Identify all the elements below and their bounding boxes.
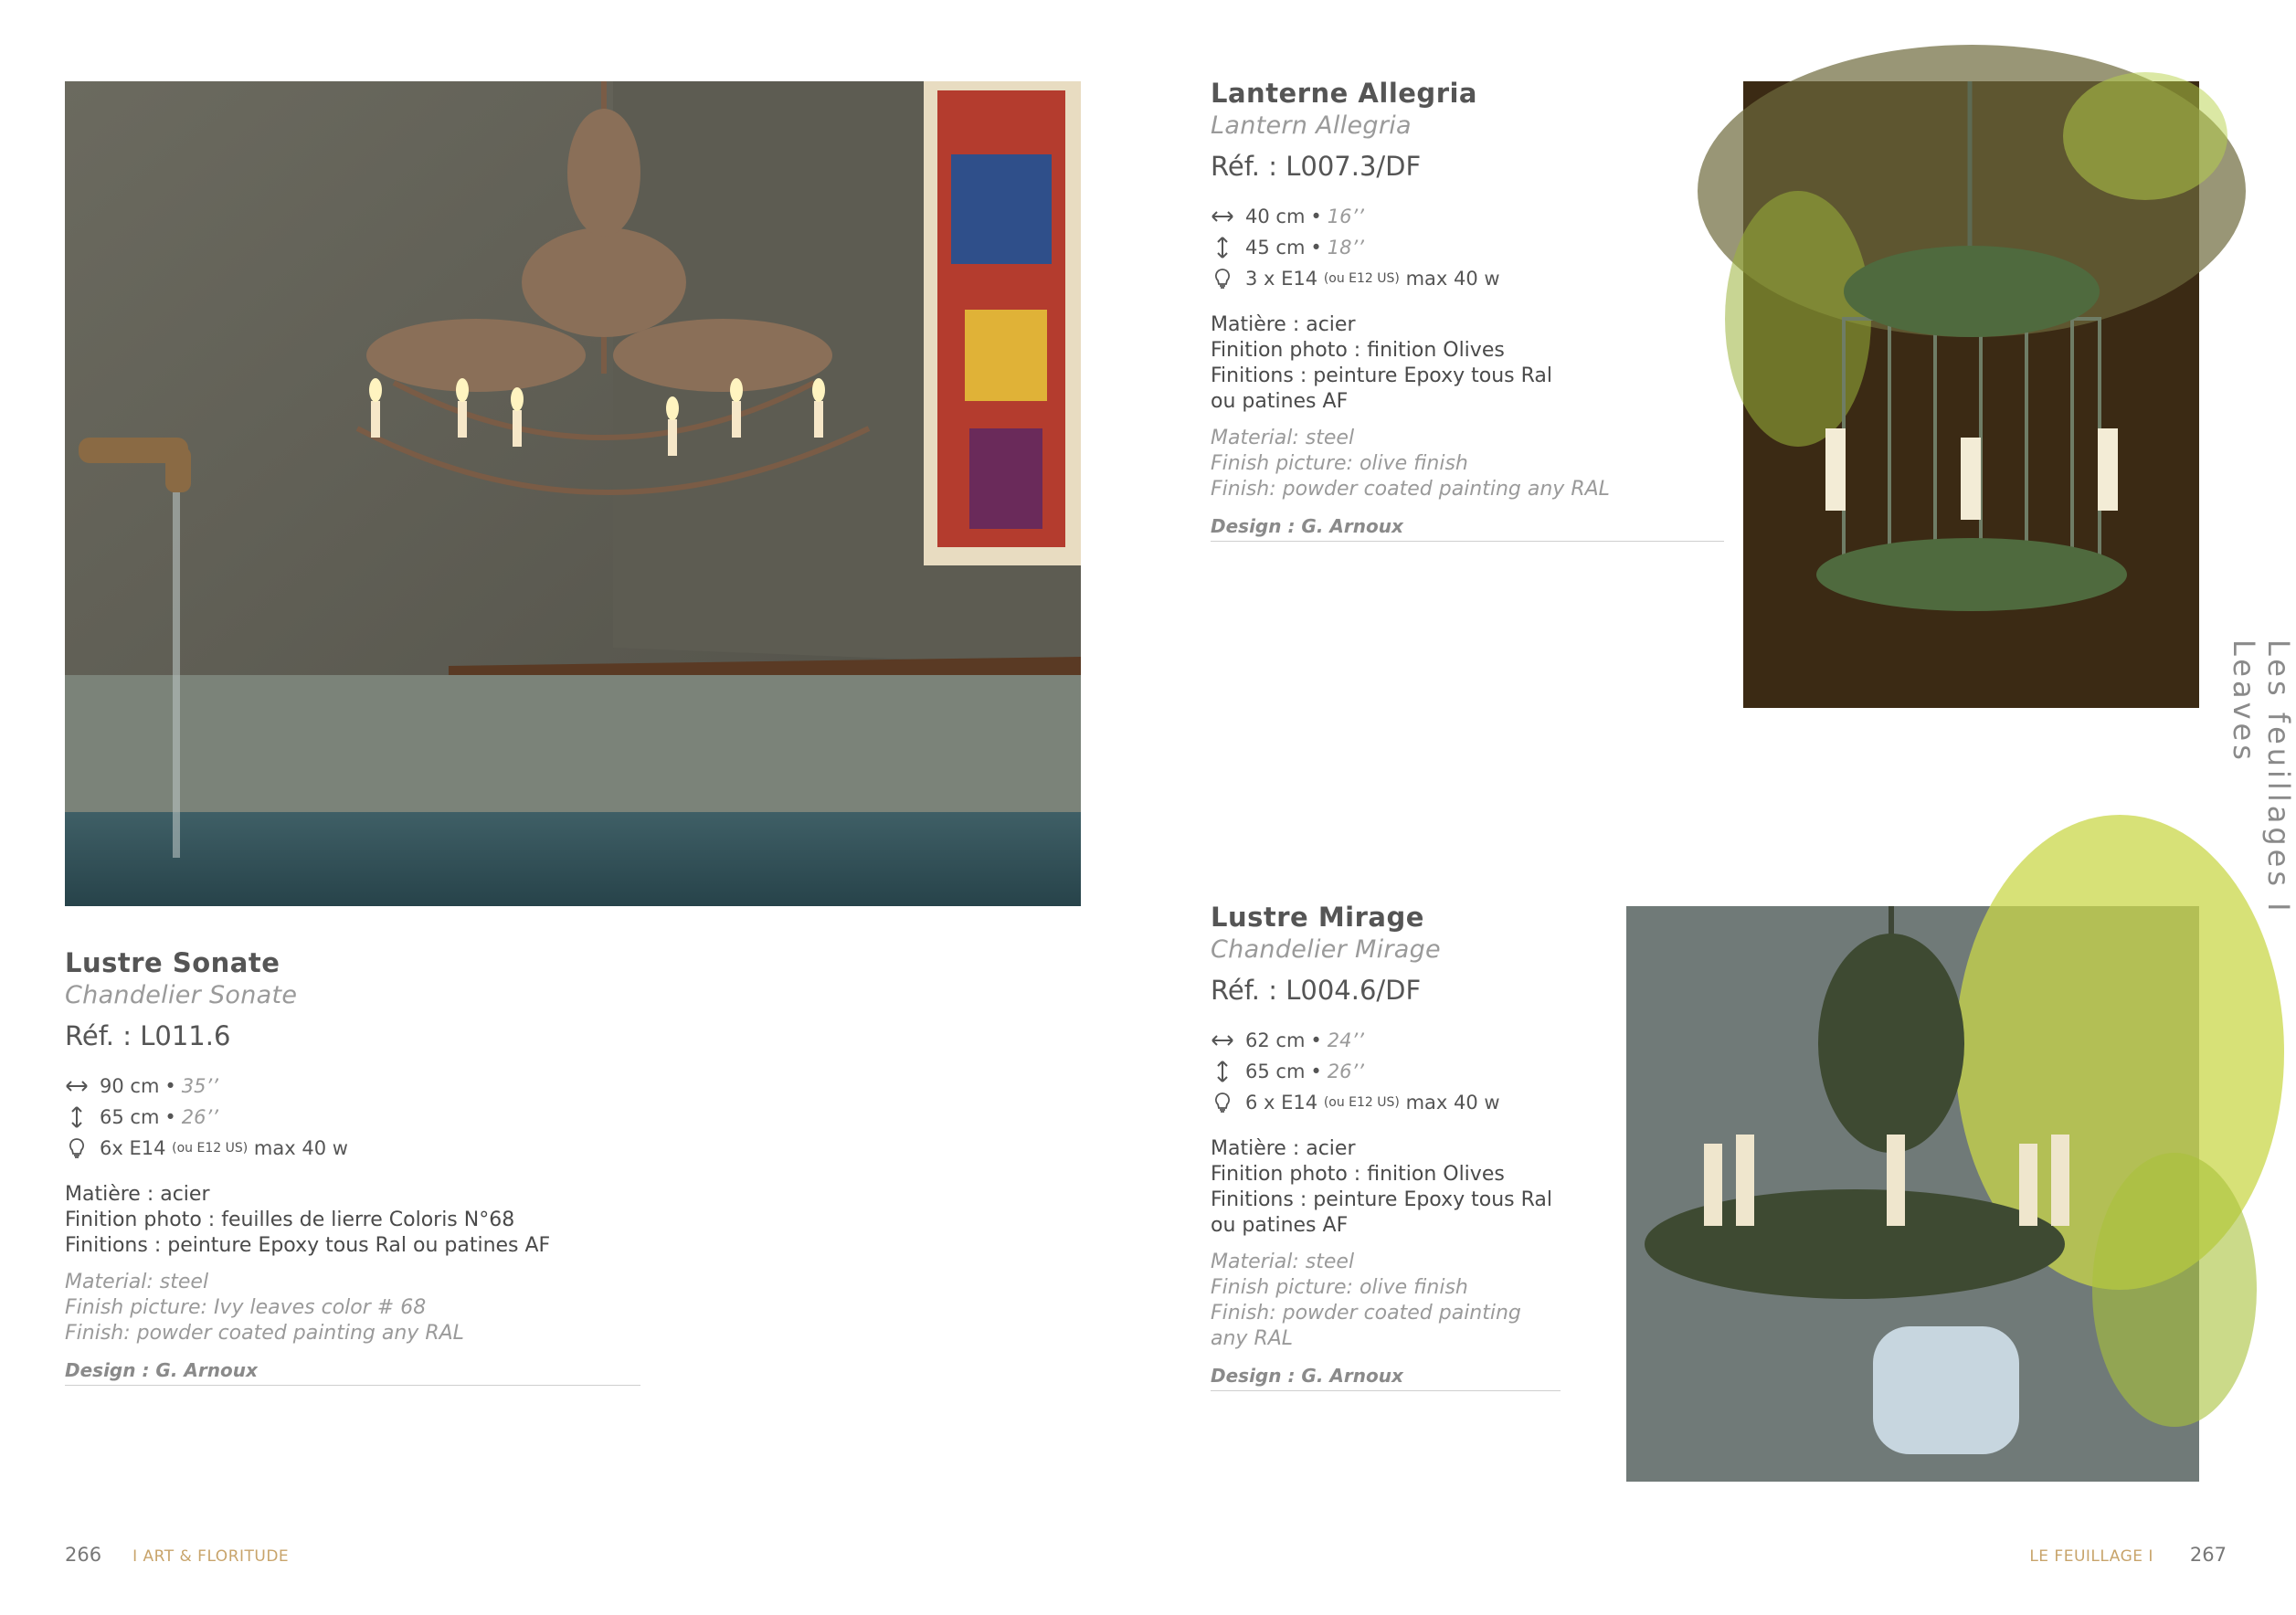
product-subtitle: Lantern Allegria: [1211, 111, 1412, 140]
width-row: [1211, 201, 1724, 232]
width-cm: 40 cm: [1245, 206, 1306, 227]
product-reference: Réf. : L007.3/DF: [1211, 151, 1422, 182]
bulb-note: (ou E12 US): [1323, 271, 1400, 286]
page-number-right: 267: [2189, 1544, 2227, 1566]
height-inches: 26’’: [1327, 1061, 1364, 1082]
product-title: Lanterne Allegria: [1211, 78, 1478, 109]
spec-finishes-cont: ou patines AF: [1211, 1214, 1349, 1237]
specs-french: [1211, 312, 1724, 415]
footer-right: [2029, 1544, 2227, 1566]
height-cm: 65 cm: [100, 1106, 160, 1128]
bullet-separator: •: [1310, 1061, 1322, 1082]
product-title: Lustre Mirage: [1211, 902, 1424, 933]
specs-english: [1211, 1250, 1561, 1352]
width-cm: 90 cm: [100, 1075, 160, 1097]
bulb-max: max 40 w: [1405, 1092, 1500, 1114]
spec-finish-photo: Finition photo : feuilles de lierre Coloris N°68: [65, 1209, 515, 1231]
bulb-main: 6 x E14: [1245, 1092, 1318, 1114]
height-row: [1211, 1056, 1561, 1087]
spec-en-finish: Finish: powder coated painting any RAL: [1211, 478, 1610, 501]
product-reference: Réf. : L011.6: [65, 1020, 231, 1051]
horizontal-arrow-icon: [1211, 1029, 1234, 1052]
dimensions: [1211, 1025, 1561, 1118]
spec-material: Matière : acier: [65, 1183, 210, 1206]
bulb-main: 3 x E14: [1245, 268, 1318, 290]
bulb-row: [65, 1133, 640, 1164]
lightbulb-icon: [1211, 1091, 1234, 1114]
product-lustre-sonate: [65, 946, 640, 1386]
width-inches: 24’’: [1327, 1029, 1364, 1051]
specs-french: [1211, 1136, 1561, 1239]
specs-french: [65, 1182, 640, 1259]
footer-section-left: I ART & FLORITUDE: [132, 1547, 290, 1566]
product-title: Lustre Sonate: [65, 947, 280, 978]
height-row: [65, 1102, 640, 1133]
dimensions: [1211, 201, 1724, 294]
bullet-separator: •: [1310, 206, 1322, 227]
vertical-arrow-icon: [65, 1105, 89, 1129]
designer-credit: Design : G. Arnoux: [65, 1359, 640, 1386]
footer-section-right: LE FEUILLAGE I: [2029, 1547, 2153, 1566]
spec-en-finish-cont: any RAL: [1211, 1327, 1294, 1350]
spec-finishes: Finitions : peinture Epoxy tous Ral: [1211, 364, 1552, 387]
vertical-arrow-icon: [1211, 1060, 1234, 1083]
horizontal-arrow-icon: [65, 1074, 89, 1098]
bulb-row: [1211, 263, 1724, 294]
bullet-separator: •: [164, 1106, 176, 1128]
designer-credit: Design : G. Arnoux: [1211, 515, 1724, 542]
horizontal-arrow-icon: [1211, 205, 1234, 228]
height-inches: 26’’: [181, 1106, 218, 1128]
lightbulb-icon: [1211, 267, 1234, 290]
product-subtitle: Chandelier Sonate: [65, 981, 298, 1009]
spec-en-finish-picture: Finish picture: Ivy leaves color # 68: [65, 1296, 427, 1319]
photo-lustre-sonate: [65, 81, 1081, 906]
bullet-separator: •: [164, 1075, 176, 1097]
spec-en-finish-picture: Finish picture: olive finish: [1211, 452, 1468, 475]
spec-en-material: Material: steel: [1211, 427, 1355, 449]
spec-en-finish: Finish: powder coated painting: [1211, 1302, 1521, 1325]
specs-english: [65, 1270, 640, 1346]
section-side-tab: Les feuillages I Leaves: [2227, 639, 2296, 915]
bullet-separator: •: [1310, 237, 1322, 259]
spec-en-finish-picture: Finish picture: olive finish: [1211, 1276, 1468, 1299]
bulb-main: 6x E14: [100, 1137, 166, 1159]
bulb-max: max 40 w: [253, 1137, 348, 1159]
vertical-arrow-icon: [1211, 236, 1234, 259]
height-inches: 18’’: [1327, 237, 1364, 259]
spec-material: Matière : acier: [1211, 313, 1356, 336]
bulb-note: (ou E12 US): [1323, 1095, 1400, 1110]
spec-material: Matière : acier: [1211, 1137, 1356, 1160]
product-reference: Réf. : L004.6/DF: [1211, 975, 1422, 1006]
width-cm: 62 cm: [1245, 1029, 1306, 1051]
lightbulb-icon: [65, 1136, 89, 1160]
photo-lanterne-allegria: [1743, 81, 2199, 708]
spec-finishes: Finitions : peinture Epoxy tous Ral: [1211, 1188, 1552, 1211]
bullet-separator: •: [1310, 1029, 1322, 1051]
product-lustre-mirage: [1211, 901, 1561, 1391]
spec-finish-photo: Finition photo : finition Olives: [1211, 1163, 1505, 1186]
product-subtitle: Chandelier Mirage: [1211, 935, 1441, 964]
bulb-max: max 40 w: [1405, 268, 1500, 290]
width-row: [65, 1071, 640, 1102]
specs-english: [1211, 426, 1724, 502]
dimensions: [65, 1071, 640, 1164]
width-inches: 35’’: [181, 1075, 218, 1097]
height-cm: 45 cm: [1245, 237, 1306, 259]
height-cm: 65 cm: [1245, 1061, 1306, 1082]
width-row: [1211, 1025, 1561, 1056]
width-inches: 16’’: [1327, 206, 1364, 227]
photo-lustre-mirage: [1626, 906, 2199, 1482]
spec-finishes: Finitions : peinture Epoxy tous Ral ou patines AF: [65, 1234, 551, 1257]
bulb-row: [1211, 1087, 1561, 1118]
height-row: [1211, 232, 1724, 263]
product-lanterne-allegria: [1211, 77, 1724, 542]
footer-left: [65, 1544, 289, 1566]
spec-en-material: Material: steel: [65, 1271, 209, 1293]
spec-finish-photo: Finition photo : finition Olives: [1211, 339, 1505, 362]
bulb-note: (ou E12 US): [172, 1141, 249, 1156]
designer-credit: Design : G. Arnoux: [1211, 1365, 1561, 1391]
page-number-left: 266: [65, 1544, 102, 1566]
spec-finishes-cont: ou patines AF: [1211, 390, 1349, 413]
spec-en-material: Material: steel: [1211, 1251, 1355, 1273]
spec-en-finish: Finish: powder coated painting any RAL: [65, 1322, 464, 1345]
